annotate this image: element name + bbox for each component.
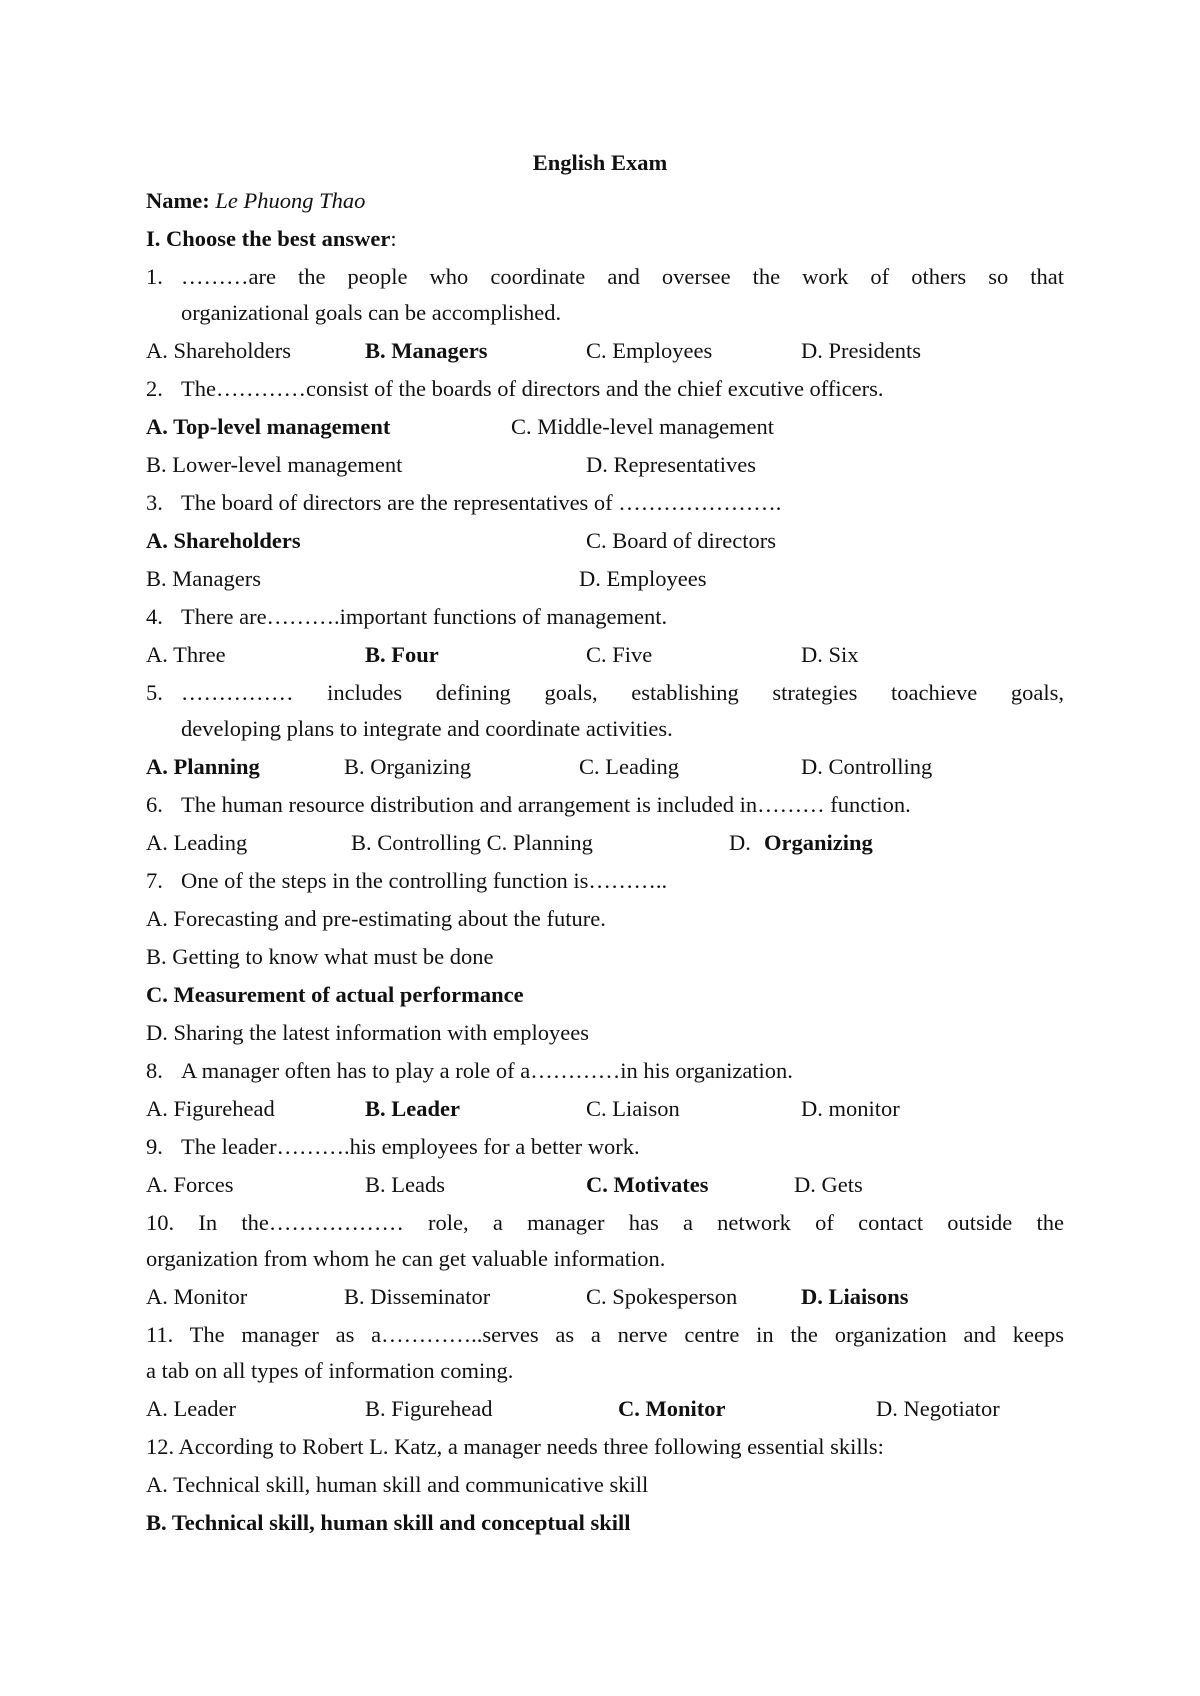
- question-10-cont: organization from whom he can get valuable information.: [146, 1246, 666, 1271]
- page-title: English Exam: [532, 150, 668, 175]
- option-a: A. Forces: [146, 1172, 234, 1197]
- option-a: A. Leading: [146, 830, 248, 855]
- option-b: B. Getting to know what must be done: [146, 944, 494, 969]
- question-11-options: [146, 1394, 1064, 1424]
- question-3-options-row2: [146, 564, 1064, 594]
- name-line: [146, 186, 1064, 216]
- option-b: B. Lower-level management: [146, 452, 403, 477]
- name-label: Name:: [146, 188, 210, 213]
- question-text: In the……………… role, a manager has a network of contact outside the: [198, 1210, 1064, 1235]
- question-5: [146, 678, 1064, 708]
- option-d: D.: [729, 830, 751, 855]
- option-c: C. Middle-level management: [511, 414, 775, 439]
- question-12: [146, 1432, 1064, 1462]
- question-6-options: [146, 828, 1064, 858]
- question-8-options: [146, 1094, 1064, 1124]
- option-d: D. Negotiator: [876, 1396, 1000, 1421]
- section-heading-colon: :: [390, 226, 397, 251]
- option-a: A. Monitor: [146, 1284, 248, 1309]
- question-9-options: [146, 1170, 1064, 1200]
- question-11-cont: a tab on all types of information coming.: [146, 1358, 514, 1383]
- question-1-options: [146, 336, 1064, 366]
- option-c-answer: C. Measurement of actual performance: [146, 982, 524, 1007]
- option-c: C. Board of directors: [586, 528, 776, 553]
- option-a: A. Leader: [146, 1396, 236, 1421]
- question-text: ………are the people who coordinate and oversee the work of others so that: [181, 264, 1064, 289]
- option-c: C. Liaison: [586, 1096, 680, 1121]
- option-a-answer: A. Planning: [146, 754, 260, 779]
- option-b: B. Managers: [146, 566, 261, 591]
- option-d-answer: Organizing: [764, 830, 873, 855]
- question-number: 9.: [146, 1134, 163, 1159]
- option-d: D. monitor: [801, 1096, 900, 1121]
- option-d: D. Sharing the latest information with employees: [146, 1020, 590, 1045]
- question-text: The board of directors are the representatives of ………………….: [181, 490, 782, 515]
- option-b-answer: B. Leader: [365, 1096, 460, 1121]
- option-b-answer: B. Four: [365, 642, 439, 667]
- question-8: [146, 1056, 1064, 1086]
- question-4: [146, 602, 1064, 632]
- question-4-options: [146, 640, 1064, 670]
- option-d-answer: D. Liaisons: [801, 1284, 909, 1309]
- option-c-answer: C. Monitor: [618, 1396, 726, 1421]
- question-text: A manager often has to play a role of a…………in his organization.: [181, 1058, 793, 1083]
- option-b: B. Disseminator: [344, 1284, 491, 1309]
- section-heading-text: I. Choose the best answer: [146, 226, 391, 251]
- question-text: …………… includes defining goals, establishing strategies toachieve goals,: [181, 680, 1064, 705]
- option-a: A. Figurehead: [146, 1096, 275, 1121]
- question-2: [146, 374, 1064, 404]
- option-a: A. Technical skill, human skill and communicative skill: [146, 1472, 649, 1497]
- option-d: D. Employees: [579, 566, 707, 591]
- question-text: The manager as a…………..serves as a nerve centre in the organization and keeps: [189, 1322, 1065, 1347]
- question-11: [146, 1320, 1064, 1350]
- option-b: B. Organizing: [344, 754, 472, 779]
- question-9: [146, 1132, 1064, 1162]
- option-b-answer: B. Technical skill, human skill and conceptual skill: [146, 1510, 631, 1535]
- option-b: B. Leads: [365, 1172, 445, 1197]
- option-c: C. Five: [586, 642, 653, 667]
- question-text: There are……….important functions of management.: [181, 604, 668, 629]
- option-a: A. Forecasting and pre-estimating about the future.: [146, 906, 606, 931]
- question-number: 1.: [146, 264, 163, 289]
- question-number: 11.: [146, 1322, 174, 1347]
- option-d: D. Controlling: [801, 754, 933, 779]
- question-text: The…………consist of the boards of directors and the chief excutive officers.: [181, 376, 884, 401]
- question-2-options-row1: [146, 412, 1064, 442]
- question-5-options: [146, 752, 1064, 782]
- question-number: 7.: [146, 868, 163, 893]
- question-number: 4.: [146, 604, 163, 629]
- option-a-answer: A. Shareholders: [146, 528, 301, 553]
- option-d: D. Gets: [794, 1172, 863, 1197]
- question-1: [146, 262, 1064, 292]
- question-5-cont: developing plans to integrate and coordinate activities.: [181, 716, 673, 741]
- option-c: C. Leading: [579, 754, 679, 779]
- option-a-answer: A. Top-level management: [146, 414, 391, 439]
- option-c-answer: C. Motivates: [586, 1172, 709, 1197]
- option-b-c: B. Controlling C. Planning: [351, 830, 593, 855]
- option-d: D. Representatives: [586, 452, 756, 477]
- name-value: Le Phuong Thao: [215, 188, 366, 213]
- question-text: The leader……….his employees for a better work.: [181, 1134, 640, 1159]
- option-c: C. Spokesperson: [586, 1284, 738, 1309]
- option-a: A. Three: [146, 642, 226, 667]
- section-heading: [146, 224, 1064, 254]
- question-10-options: [146, 1282, 1064, 1312]
- question-number: 8.: [146, 1058, 163, 1083]
- question-number: 12.: [146, 1434, 175, 1459]
- option-d: D. Presidents: [801, 338, 921, 363]
- question-number: 10.: [146, 1210, 175, 1235]
- question-3-options-row1: [146, 526, 1064, 556]
- question-7: [146, 866, 1064, 896]
- question-text: The human resource distribution and arrangement is included in……… function.: [181, 792, 911, 817]
- question-3: [146, 488, 1064, 518]
- option-b: B. Figurehead: [365, 1396, 493, 1421]
- option-a: A. Shareholders: [146, 338, 291, 363]
- option-c: C. Employees: [586, 338, 713, 363]
- question-6: [146, 790, 1064, 820]
- option-d: D. Six: [801, 642, 859, 667]
- option-b-answer: B. Managers: [365, 338, 488, 363]
- question-2-options-row2: [146, 450, 1064, 480]
- question-number: 3.: [146, 490, 163, 515]
- question-10: [146, 1208, 1064, 1238]
- question-1-cont: organizational goals can be accomplished.: [181, 300, 562, 325]
- question-number: 6.: [146, 792, 163, 817]
- question-text: One of the steps in the controlling function is………..: [181, 868, 668, 893]
- question-text: According to Robert L. Katz, a manager needs three following essential skills:: [178, 1434, 884, 1459]
- question-number: 5.: [146, 680, 163, 705]
- question-number: 2.: [146, 376, 163, 401]
